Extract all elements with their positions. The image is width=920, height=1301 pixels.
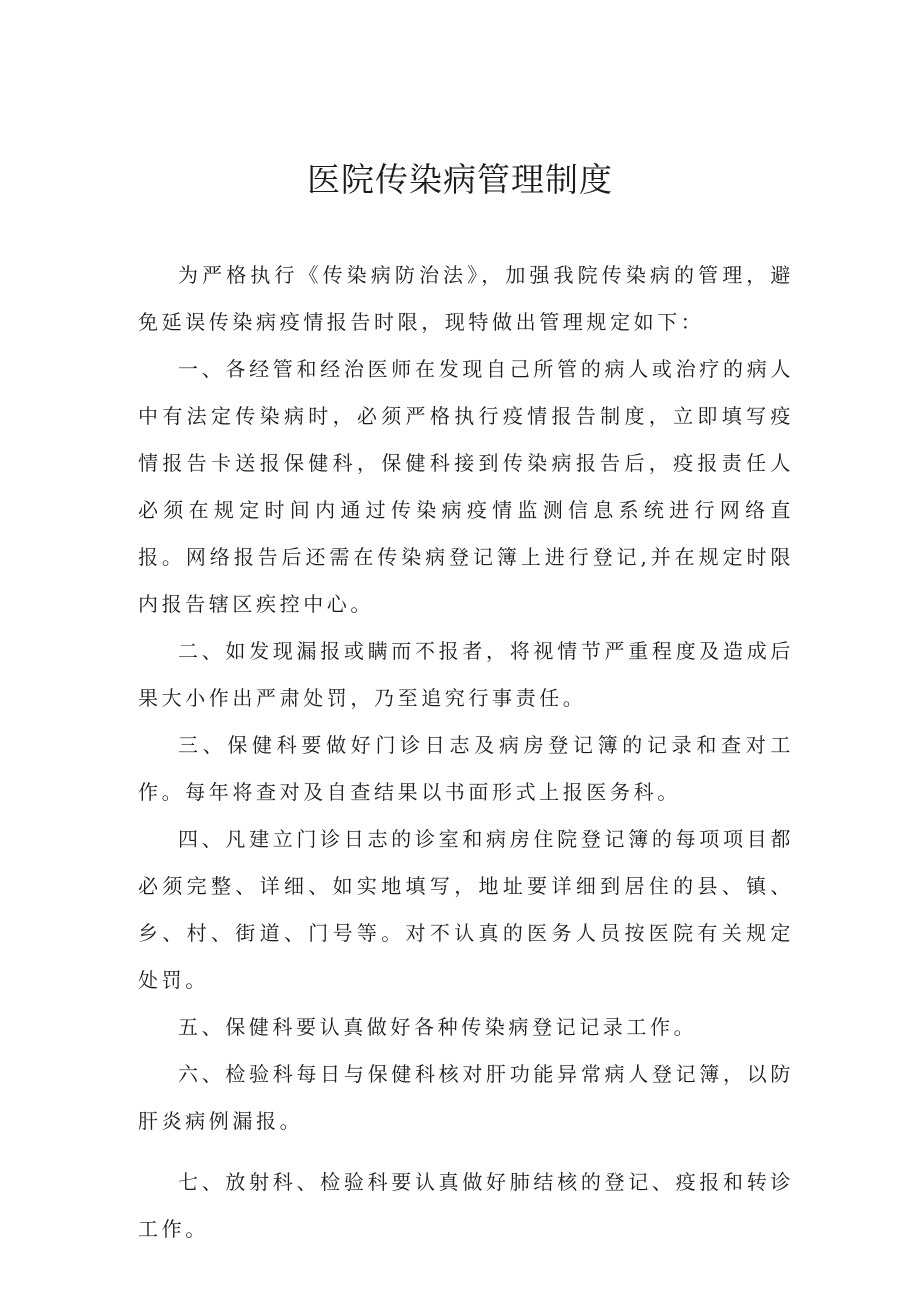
paragraph-item-3: 三、保健科要做好门诊日志及病房登记簿的记录和查对工作。每年将查对及自查结果以书面形式上报医务科。	[138, 733, 794, 804]
paragraph-item-2: 二、如发现漏报或瞒而不报者，将视情节严重程度及造成后果大小作出严肃处罚，乃至追究行事责任。	[138, 639, 794, 710]
paragraph-item-1: 一、各经管和经治医师在发现自己所管的病人或治疗的病人中有法定传染病时，必须严格执行疫情报告制度，立即填写疫情报告卡送报保健科，保健科接到传染病报告后，疫报责任人必须在规定时间内通过传染病疫情监测信息系统进行网络直报。网络报告后还需在传染病登记簿上进行登记,并在规定时限内报告辖区疾控中心。	[138, 357, 794, 616]
document-title: 医院传染病管理制度	[307, 160, 613, 199]
paragraph-intro: 为严格执行《传染病防治法》，加强我院传染病的管理，避免延误传染病疫情报告时限，现特做出管理规定如下：	[138, 263, 794, 334]
document-body	[138, 252, 794, 1253]
paragraph-item-4: 四、凡建立门诊日志的诊室和病房住院登记簿的每项项目都必须完整、详细、如实地填写，地址要详细到居住的县、镇、乡、村、街道、门号等。对不认真的医务人员按医院有关规定处罚。	[138, 827, 794, 992]
paragraph-item-6: 六、检验科每日与保健科核对肝功能异常病人登记簿，以防肝炎病例漏报。	[138, 1062, 794, 1133]
paragraph-item-7: 七、放射科、检验科要认真做好肺结核的登记、疫报和转诊工作。	[138, 1170, 794, 1241]
paragraph-item-5: 五、保健科要认真做好各种传染病登记记录工作。	[178, 1015, 698, 1039]
